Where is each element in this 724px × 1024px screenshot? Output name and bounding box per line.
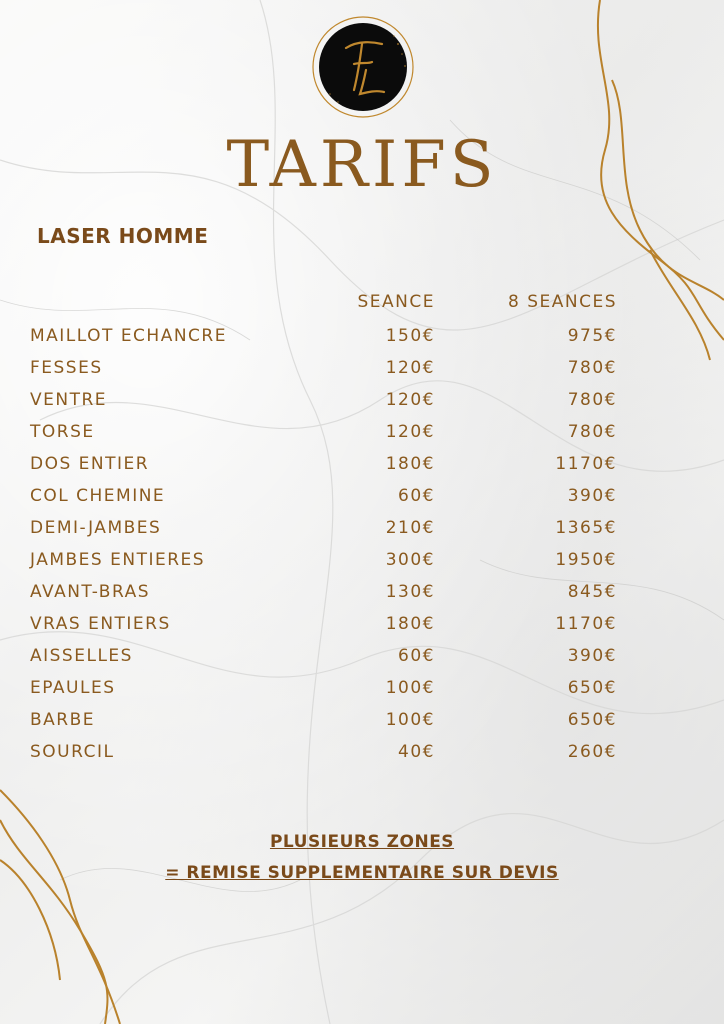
price-row: [30, 706, 630, 738]
price-pack: 650€: [567, 678, 617, 698]
column-header-8-seances: 8 SEANCES: [507, 292, 617, 312]
price-row: [30, 354, 630, 386]
zone-name: MAILLOT ECHANCRE: [30, 326, 227, 346]
zone-name: TORSE: [30, 422, 95, 442]
price-row: [30, 738, 630, 770]
zone-name: EPAULES: [30, 678, 116, 698]
price-pack: 1170€: [555, 454, 617, 474]
price-single: 150€: [385, 326, 435, 346]
footer-line-2: = REMISE SUPPLEMENTAIRE SUR DEVIS: [165, 863, 559, 883]
price-single: 300€: [385, 550, 435, 570]
price-row: [30, 514, 630, 546]
price-single: 180€: [385, 614, 435, 634]
price-single: 210€: [385, 518, 435, 538]
price-row: [30, 418, 630, 450]
price-row: [30, 610, 630, 642]
column-header-seance: SEANCE: [357, 292, 435, 312]
price-single: 120€: [385, 358, 435, 378]
zone-name: DOS ENTIER: [30, 454, 150, 474]
zone-name: SOURCIL: [30, 742, 115, 762]
price-row: [30, 482, 630, 514]
price-single: 120€: [385, 390, 435, 410]
price-row: [30, 674, 630, 706]
price-row: [30, 386, 630, 418]
price-pack: 260€: [567, 742, 617, 762]
zone-name: AISSELLES: [30, 646, 133, 666]
zone-name: VRAS ENTIERS: [30, 614, 171, 634]
footer-line-1: PLUSIEURS ZONES: [269, 832, 455, 852]
zone-name: VENTRE: [30, 390, 108, 410]
price-pack: 780€: [567, 422, 617, 442]
section-title: LASER HOMME: [37, 224, 209, 248]
price-single: 60€: [398, 486, 435, 506]
page-title: TARIFS: [226, 128, 498, 202]
zone-name: JAMBES ENTIERES: [30, 550, 206, 570]
logo-monogram-icon: [310, 14, 416, 120]
price-pack: 390€: [567, 486, 617, 506]
price-pack: 780€: [567, 358, 617, 378]
zone-name: BARBE: [30, 710, 96, 730]
price-pack: 1170€: [555, 614, 617, 634]
gold-vein-bottom-left: [0, 790, 120, 1024]
price-single: 40€: [398, 742, 435, 762]
price-single: 130€: [385, 582, 435, 602]
price-row: [30, 322, 630, 354]
price-pack: 845€: [567, 582, 617, 602]
price-pack: 780€: [567, 390, 617, 410]
price-single: 60€: [398, 646, 435, 666]
price-single: 120€: [385, 422, 435, 442]
price-pack: 390€: [567, 646, 617, 666]
price-row: [30, 578, 630, 610]
price-pack: 1365€: [555, 518, 617, 538]
price-single: 180€: [385, 454, 435, 474]
zone-name: AVANT-BRAS: [30, 582, 150, 602]
zone-name: DEMI-JAMBES: [30, 518, 162, 538]
price-list: [30, 322, 630, 770]
price-pack: 975€: [567, 326, 617, 346]
logo: [310, 14, 416, 120]
price-pack: 1950€: [555, 550, 617, 570]
price-pack: 650€: [567, 710, 617, 730]
price-single: 100€: [385, 678, 435, 698]
price-row: [30, 546, 630, 578]
zone-name: FESSES: [30, 358, 103, 378]
price-single: 100€: [385, 710, 435, 730]
zone-name: COL CHEMINE: [30, 486, 166, 506]
price-row: [30, 642, 630, 674]
price-row: [30, 450, 630, 482]
